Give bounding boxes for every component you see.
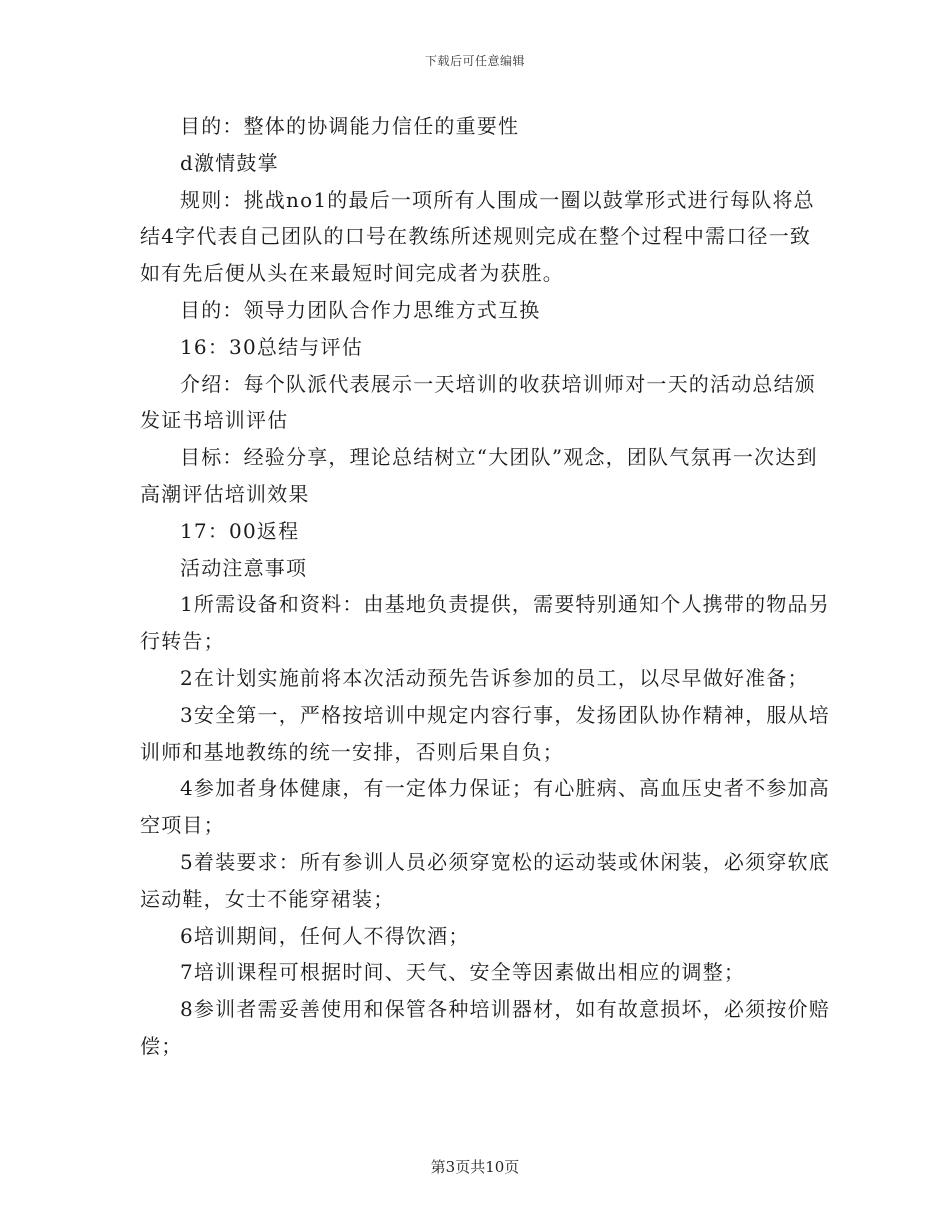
paragraph-schedule-1630: 16：30总结与评估: [180, 334, 363, 359]
paragraph-activity-d-title: d激情鼓掌: [180, 150, 279, 175]
paragraph-goal: 目标：经验分享，理论总结树立“大团队”观念，团队气氛再一次达到高潮评估培训效果: [140, 445, 818, 506]
paragraph-note-4: 4参加者身体健康，有一定体力保证；有心脏病、高血压史者不参加高空项目；: [140, 776, 830, 838]
page-footer: 第3页共10页: [430, 1158, 520, 1176]
paragraph-note-5: 5着装要求：所有参训人员必须穿宽松的运动装或休闲装，必须穿软底运动鞋，女士不能穿裙装；: [140, 849, 830, 911]
paragraph-notes-heading: 活动注意事项: [180, 555, 308, 580]
paragraph-note-7: 7培训课程可根据时间、天气、安全等因素做出相应的调整；: [180, 960, 746, 985]
page-header: 下载后可任意编辑: [424, 54, 525, 68]
paragraph-purpose-leadership: 目的：领导力团队合作力思维方式互换: [180, 297, 541, 322]
paragraph-note-8: 8参训者需妥善使用和保管各种培训器材，如有故意损坏，必须按价赔偿；: [140, 997, 830, 1058]
document-body: [140, 108, 830, 1065]
paragraph-note-1: 1所需设备和资料：由基地负责提供，需要特别通知个人携带的物品另行转告；: [140, 592, 830, 654]
paragraph-rules: 规则：挑战no1的最后一项所有人围成一圈以鼓掌形式进行每队将总结4字代表自己团队的口号在教练所述规则完成在整个过程中需口径一致如有先后便从头在来最短时间完成者为获胜。: [140, 187, 815, 286]
paragraph-introduction: 介绍：每个队派代表展示一天培训的收获培训师对一天的活动总结颁发证书培训评估: [140, 371, 816, 433]
paragraph-note-6: 6培训期间，任何人不得饮酒；: [180, 923, 470, 948]
paragraph-note-3: 3安全第一，严格按培训中规定内容行事，发扬团队协作精神，服从培训师和基地教练的统一安排，否则后果自负；: [140, 702, 830, 764]
paragraph-note-2: 2在计划实施前将本次活动预先告诉参加的员工，以尽早做好准备；: [180, 665, 809, 690]
paragraph-schedule-1700: 17：00返程: [180, 518, 300, 543]
paragraph-purpose-coordination: 目的：整体的协调能力信任的重要性: [180, 114, 520, 138]
